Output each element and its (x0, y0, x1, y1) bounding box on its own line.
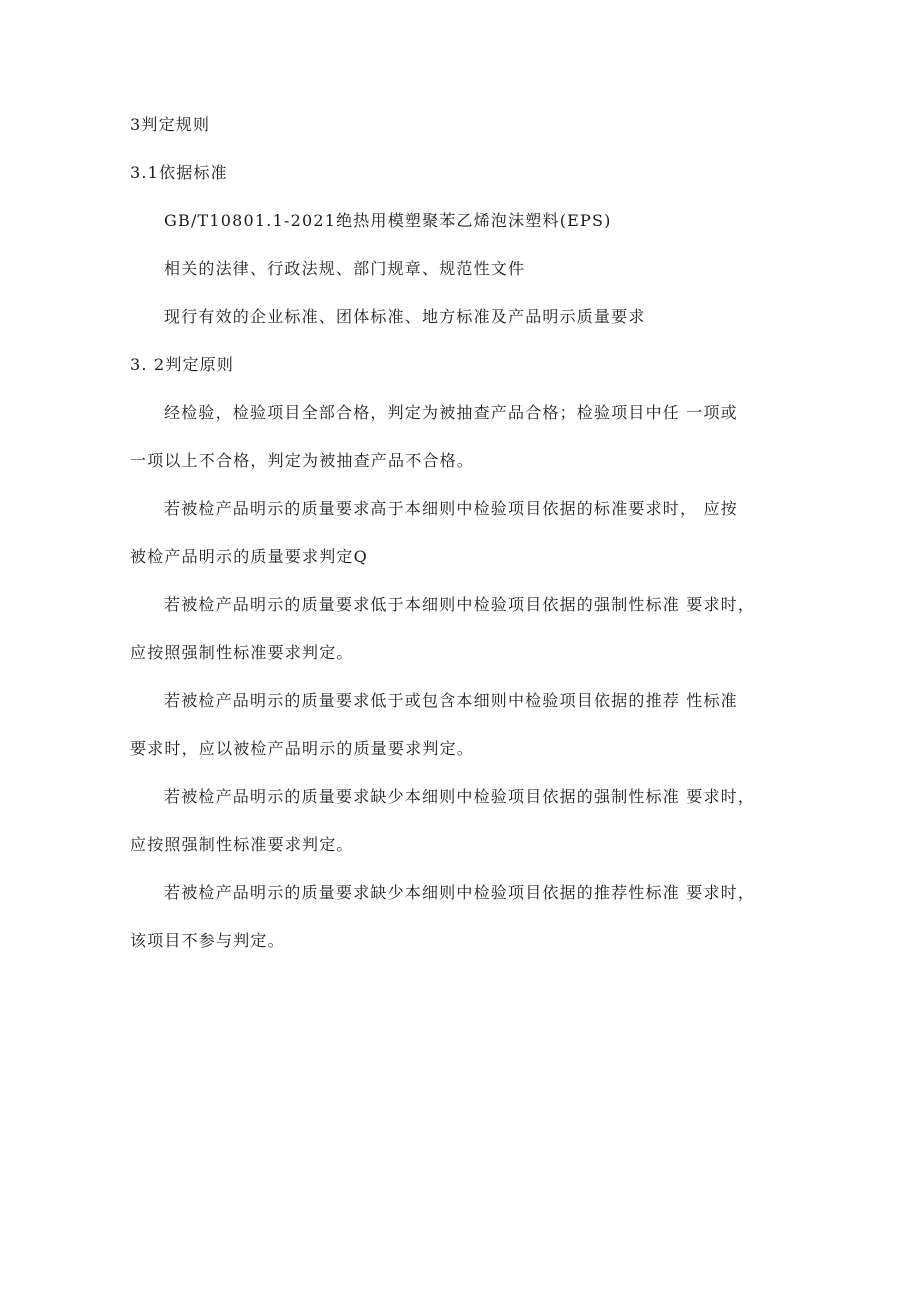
section-heading-judgment-rules: 3判定规则 (130, 115, 211, 134)
principle-paragraph-4-line-2: 要求时，应以被检产品明示的质量要求判定。 (130, 739, 475, 758)
principle-paragraph-1-line-1: 经检验，检验项目全部合格，判定为被抽查产品合格；检验项目中任 一项或 (164, 403, 738, 422)
principle-paragraph-5-line-1: 若被检产品明示的质量要求缺少本细则中检验项目依据的强制性标准 要求时， (164, 787, 756, 806)
principle-paragraph-6-line-1: 若被检产品明示的质量要求缺少本细则中检验项目依据的推荐性标准 要求时， (164, 883, 756, 902)
principle-paragraph-2-line-2: 被检产品明示的质量要求判定Q (130, 547, 368, 566)
principle-paragraph-4-line-1: 若被检产品明示的质量要求低于或包含本细则中检验项目依据的推荐 性标准 (164, 691, 738, 710)
principle-paragraph-3-line-1: 若被检产品明示的质量要求低于本细则中检验项目依据的强制性标准 要求时， (164, 595, 756, 614)
subsection-heading-basis-standards: 3.1依据标准 (130, 163, 228, 182)
standard-item-enterprise-standards: 现行有效的企业标准、团体标准、地方标准及产品明示质量要求 (164, 307, 646, 326)
standard-item-laws-regulations: 相关的法律、行政法规、部门规章、规范性文件 (164, 259, 526, 278)
principle-paragraph-2-line-1: 若被检产品明示的质量要求高于本细则中检验项目依据的标准要求时， 应按 (164, 499, 738, 518)
principle-paragraph-3-line-2: 应按照强制性标准要求判定。 (130, 643, 354, 662)
principle-paragraph-1-line-2: 一项以上不合格，判定为被抽查产品不合格。 (130, 451, 475, 470)
subsection-heading-judgment-principles: 3. 2判定原则 (130, 355, 235, 374)
principle-paragraph-5-line-2: 应按照强制性标准要求判定。 (130, 835, 354, 854)
principle-paragraph-6-line-2: 该项目不参与判定。 (130, 931, 285, 950)
standard-item-gb-t10801: GB/T10801.1-2021绝热用模塑聚苯乙烯泡沫塑料(EPS) (164, 211, 612, 230)
